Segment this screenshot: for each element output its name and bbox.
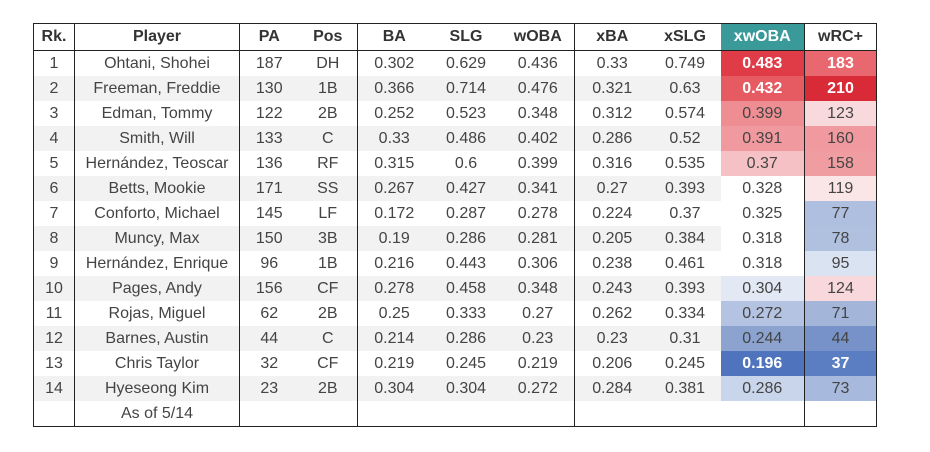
- cell-pos: 2B: [299, 301, 358, 326]
- cell-xwoba: 0.399: [721, 101, 805, 126]
- cell-pa: 130: [240, 76, 299, 101]
- cell-slg: 0.427: [431, 176, 502, 201]
- cell-xwoba: 0.432: [721, 76, 805, 101]
- cell-xba: 0.262: [592, 304, 633, 322]
- footer-empty-cell: [502, 401, 575, 427]
- header-ba: BA: [358, 24, 431, 51]
- cell-woba: 0.476: [502, 76, 575, 101]
- cell-xba: 0.284: [575, 376, 650, 401]
- cell-player: Rojas, Miguel: [75, 301, 240, 326]
- cell-pa: 187: [255, 54, 283, 72]
- cell-xslg: 0.63: [650, 76, 721, 101]
- cell-xslg: 0.535: [664, 154, 706, 172]
- cell-wrc-plus: 183: [805, 51, 877, 77]
- cell-slg: 0.245: [445, 354, 487, 372]
- header-pos: Pos: [299, 24, 358, 51]
- cell-xwoba: 0.244: [721, 326, 805, 351]
- cell-woba: 0.341: [502, 176, 575, 201]
- cell-rank: 8: [34, 226, 75, 251]
- cell-slg: 0.333: [445, 304, 487, 322]
- cell-woba: 0.348: [502, 101, 575, 126]
- cell-wrc-plus: 77: [805, 201, 877, 226]
- cell-ba: 0.315: [374, 154, 415, 172]
- cell-pos: CF: [299, 351, 358, 376]
- cell-player: Pages, Andy: [75, 276, 240, 301]
- header-row: [34, 24, 877, 51]
- cell-ba: 0.172: [374, 204, 415, 222]
- cell-slg: 0.629: [445, 54, 487, 72]
- table-row: [34, 51, 877, 77]
- cell-wrc-plus: 123: [805, 101, 877, 126]
- cell-xwoba: 0.304: [721, 276, 805, 301]
- cell-woba: 0.399: [502, 151, 575, 176]
- cell-xslg: 0.381: [650, 376, 721, 401]
- cell-rank: 3: [34, 101, 75, 126]
- cell-wrc-plus: 73: [805, 376, 877, 401]
- footer-note: As of 5/14: [75, 401, 240, 427]
- cell-xba: 0.206: [592, 354, 633, 372]
- table-row: [34, 251, 877, 276]
- header-woba: wOBA: [502, 24, 575, 51]
- footer-empty-cell: [299, 401, 358, 427]
- cell-player: Ohtani, Shohei: [75, 51, 240, 77]
- cell-wrc-plus: 95: [805, 251, 877, 276]
- cell-xslg: 0.749: [664, 54, 706, 72]
- cell-pa: 133: [240, 126, 299, 151]
- cell-pos: C: [299, 126, 358, 151]
- cell-xba: 0.286: [575, 126, 650, 151]
- header-rank: Rk.: [34, 24, 75, 51]
- cell-rank: 1: [34, 51, 75, 77]
- cell-xba: 0.33: [596, 54, 628, 72]
- cell-rank: 14: [34, 376, 75, 401]
- footer-empty-cell: [358, 401, 431, 427]
- cell-xba: 0.243: [575, 276, 650, 301]
- cell-xwoba: 0.286: [721, 376, 805, 401]
- cell-xslg: 0.245: [664, 354, 706, 372]
- cell-player: Conforto, Michael: [75, 201, 240, 226]
- footer-empty-cell: [431, 401, 502, 427]
- cell-wrc-plus: 124: [805, 276, 877, 301]
- cell-pa: 156: [240, 276, 299, 301]
- header-wrc-plus: wRC+: [805, 24, 877, 51]
- cell-slg: 0.304: [431, 376, 502, 401]
- cell-xba: 0.321: [575, 76, 650, 101]
- stats-table: [33, 23, 877, 427]
- cell-slg: 0.714: [431, 76, 502, 101]
- table-row: [34, 326, 877, 351]
- cell-slg: 0.486: [431, 126, 502, 151]
- cell-xslg: 0.52: [650, 126, 721, 151]
- cell-player: Edman, Tommy: [75, 101, 240, 126]
- cell-player: Hernández, Teoscar: [75, 151, 240, 176]
- cell-pa: 32: [260, 354, 279, 372]
- cell-pa: 171: [240, 176, 299, 201]
- header-xwoba: xwOBA: [721, 24, 805, 51]
- footer-row: [34, 401, 877, 427]
- cell-rank: 2: [34, 76, 75, 101]
- cell-player: Smith, Will: [75, 126, 240, 151]
- table-row: [34, 226, 877, 251]
- cell-woba: 0.402: [502, 126, 575, 151]
- cell-pos: DH: [299, 51, 358, 77]
- table-row: [34, 126, 877, 151]
- cell-player: Barnes, Austin: [75, 326, 240, 351]
- table-row: [34, 276, 877, 301]
- cell-rank: 10: [34, 276, 75, 301]
- cell-ba: 0.302: [374, 54, 415, 72]
- cell-pos: 2B: [299, 376, 358, 401]
- header-player: Player: [75, 24, 240, 51]
- cell-wrc-plus: 160: [805, 126, 877, 151]
- cell-rank: 11: [34, 301, 75, 326]
- cell-ba: 0.304: [358, 376, 431, 401]
- table-row: [34, 376, 877, 401]
- cell-slg: 0.286: [431, 226, 502, 251]
- cell-ba: 0.33: [358, 126, 431, 151]
- cell-pa: 122: [255, 104, 283, 122]
- cell-xwoba: 0.318: [721, 251, 805, 276]
- cell-ba: 0.19: [358, 226, 431, 251]
- cell-player: Betts, Mookie: [75, 176, 240, 201]
- cell-pa: 23: [240, 376, 299, 401]
- cell-woba: 0.219: [502, 351, 575, 376]
- cell-ba: 0.267: [358, 176, 431, 201]
- cell-woba: 0.27: [502, 301, 575, 326]
- table-row: [34, 201, 877, 226]
- cell-slg: 0.458: [431, 276, 502, 301]
- cell-ba: 0.25: [378, 304, 410, 322]
- table-row: [34, 76, 877, 101]
- cell-rank: 9: [34, 251, 75, 276]
- cell-player: Hernández, Enrique: [75, 251, 240, 276]
- footer-empty-cell: [575, 401, 650, 427]
- cell-pos: LF: [299, 201, 358, 226]
- cell-rank: 6: [34, 176, 75, 201]
- table-row: [34, 176, 877, 201]
- cell-xwoba: 0.37: [721, 151, 805, 176]
- table-body: [34, 51, 877, 427]
- cell-ba: 0.278: [358, 276, 431, 301]
- cell-xslg: 0.393: [650, 276, 721, 301]
- cell-player: Hyeseong Kim: [75, 376, 240, 401]
- cell-pa: 62: [260, 304, 279, 322]
- cell-rank: 4: [34, 126, 75, 151]
- table-row: [34, 101, 877, 126]
- cell-ba: 0.219: [374, 354, 415, 372]
- cell-xba: 0.316: [592, 154, 633, 172]
- cell-rank: 7: [34, 201, 75, 226]
- cell-wrc-plus: 78: [805, 226, 877, 251]
- cell-woba: 0.278: [502, 201, 575, 226]
- cell-xslg: 0.31: [650, 326, 721, 351]
- cell-pa: 145: [255, 204, 283, 222]
- cell-rank: 13: [34, 351, 75, 376]
- cell-xslg: 0.393: [650, 176, 721, 201]
- footer-empty-cell: [650, 401, 721, 427]
- cell-xba: 0.312: [592, 104, 633, 122]
- cell-woba: 0.272: [502, 376, 575, 401]
- cell-xslg: 0.384: [650, 226, 721, 251]
- cell-xslg: 0.37: [669, 204, 701, 222]
- cell-xba: 0.23: [575, 326, 650, 351]
- footer-empty-cell: [240, 401, 299, 427]
- cell-slg: 0.287: [445, 204, 487, 222]
- cell-ba: 0.216: [374, 254, 415, 272]
- cell-slg: 0.6: [454, 154, 478, 172]
- cell-woba: 0.281: [502, 226, 575, 251]
- cell-xwoba: 0.196: [721, 351, 805, 376]
- cell-xba: 0.205: [575, 226, 650, 251]
- table-row: [34, 151, 877, 176]
- cell-pa: 150: [240, 226, 299, 251]
- cell-xba: 0.27: [575, 176, 650, 201]
- cell-pos: RF: [299, 151, 358, 176]
- cell-woba: 0.348: [502, 276, 575, 301]
- cell-xslg: 0.334: [664, 304, 706, 322]
- cell-ba: 0.252: [374, 104, 415, 122]
- header-slg: SLG: [431, 24, 502, 51]
- cell-ba: 0.366: [358, 76, 431, 101]
- cell-woba: 0.306: [502, 251, 575, 276]
- cell-player: Muncy, Max: [75, 226, 240, 251]
- footer-empty-cell: [721, 401, 805, 427]
- cell-xwoba: 0.391: [721, 126, 805, 151]
- cell-xwoba: 0.483: [721, 51, 805, 77]
- cell-woba: 0.436: [502, 51, 575, 77]
- header-pa: PA: [240, 24, 299, 51]
- header-xslg: xSLG: [650, 24, 721, 51]
- cell-xba: 0.224: [592, 204, 633, 222]
- cell-wrc-plus: 158: [805, 151, 877, 176]
- cell-player: Freeman, Freddie: [75, 76, 240, 101]
- cell-pos: SS: [299, 176, 358, 201]
- cell-slg: 0.523: [445, 104, 487, 122]
- cell-woba: 0.23: [502, 326, 575, 351]
- cell-pa: 136: [255, 154, 283, 172]
- cell-wrc-plus: 44: [805, 326, 877, 351]
- cell-xslg: 0.574: [664, 104, 706, 122]
- cell-pa: 44: [240, 326, 299, 351]
- cell-xba: 0.238: [592, 254, 633, 272]
- cell-pos: C: [299, 326, 358, 351]
- cell-xslg: 0.461: [664, 254, 706, 272]
- cell-slg: 0.443: [445, 254, 487, 272]
- footer-empty-cell: [34, 401, 75, 427]
- cell-xwoba: 0.328: [721, 176, 805, 201]
- cell-pos: CF: [299, 276, 358, 301]
- cell-wrc-plus: 210: [805, 76, 877, 101]
- cell-pos: 1B: [299, 76, 358, 101]
- cell-wrc-plus: 119: [805, 176, 877, 201]
- footer-empty-cell: [805, 401, 877, 427]
- cell-rank: 12: [34, 326, 75, 351]
- cell-slg: 0.286: [431, 326, 502, 351]
- cell-wrc-plus: 71: [805, 301, 877, 326]
- cell-pos: 2B: [299, 101, 358, 126]
- cell-rank: 5: [34, 151, 75, 176]
- cell-xwoba: 0.318: [721, 226, 805, 251]
- cell-wrc-plus: 37: [805, 351, 877, 376]
- cell-pos: 3B: [299, 226, 358, 251]
- cell-pos: 1B: [299, 251, 358, 276]
- cell-xwoba: 0.325: [721, 201, 805, 226]
- table-row: [34, 301, 877, 326]
- cell-ba: 0.214: [358, 326, 431, 351]
- cell-xwoba: 0.272: [721, 301, 805, 326]
- cell-pa: 96: [260, 254, 279, 272]
- table-row: [34, 351, 877, 376]
- cell-player: Chris Taylor: [75, 351, 240, 376]
- header-xba: xBA: [575, 24, 650, 51]
